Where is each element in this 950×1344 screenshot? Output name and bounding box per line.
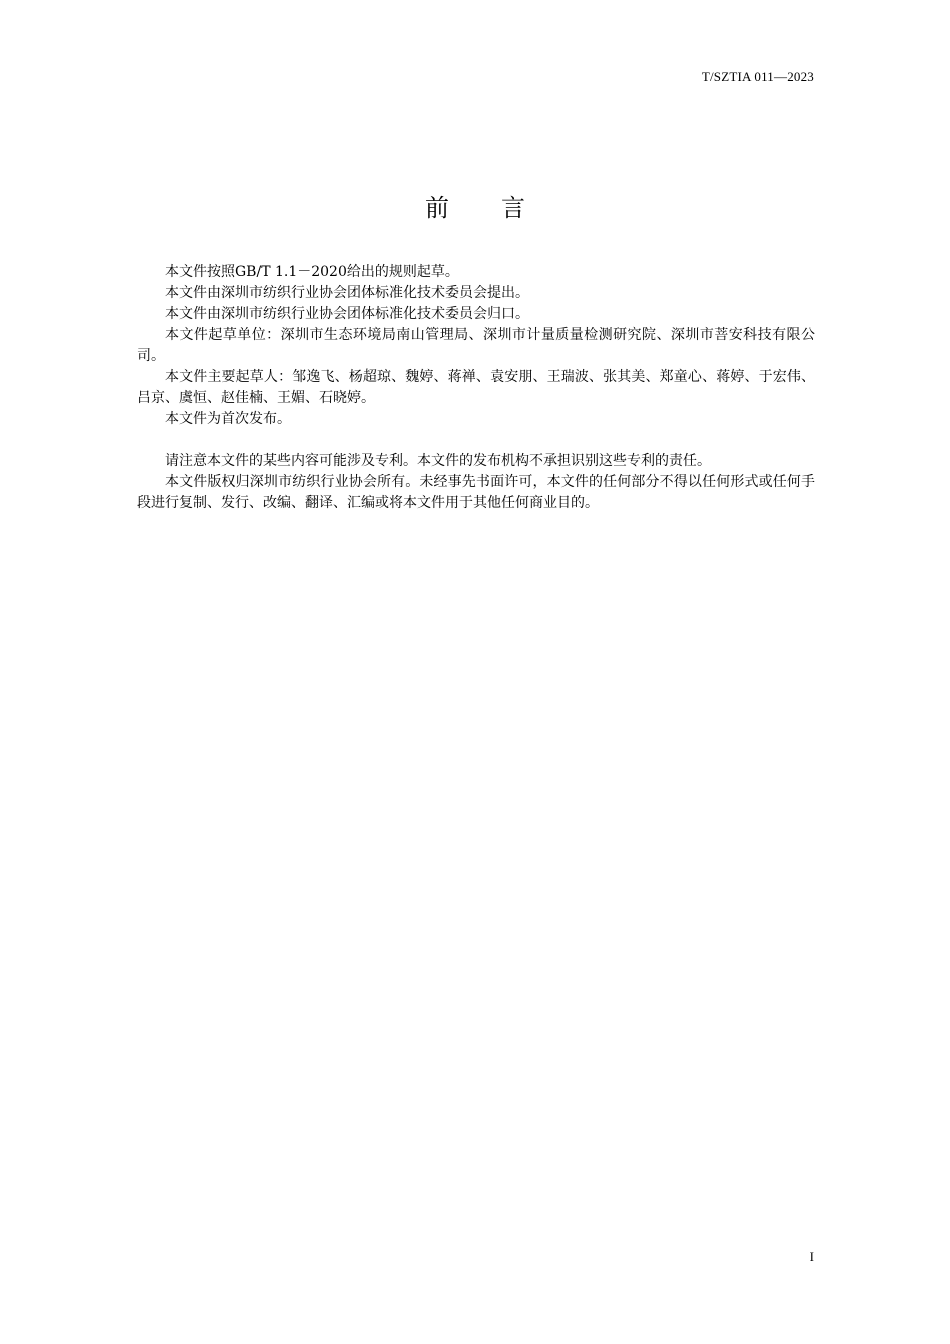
paragraph-spacer [137, 430, 815, 451]
paragraph-proposer: 本文件由深圳市纺织行业协会团体标准化技术委员会提出。 [165, 285, 529, 301]
paragraph-drafters: 本文件主要起草人：邹逸飞、杨超琼、魏婷、蒋禅、袁安朋、王瑞波、张其美、郑童心、蒋婷、于宏伟、吕京、虞恒、赵佳楠、王媚、石晓婷。 [137, 369, 815, 406]
foreword-body [137, 262, 815, 514]
paragraph-drafting-rules: 本文件按照GB/T 1.1－2020给出的规则起草。 [165, 264, 459, 280]
page-number: I [809, 1249, 814, 1264]
paragraph-administrator: 本文件由深圳市纺织行业协会团体标准化技术委员会归口。 [165, 306, 529, 322]
page-title: 前言 [425, 194, 577, 222]
paragraph-drafting-units: 本文件起草单位：深圳市生态环境局南山管理局、深圳市计量质量检测研究院、深圳市菩安科技有限公司。 [137, 327, 815, 364]
document-code: T/SZTIA 011—2023 [701, 69, 814, 84]
notice-patent: 请注意本文件的某些内容可能涉及专利。本文件的发布机构不承担识别这些专利的责任。 [165, 453, 711, 469]
paragraph-first-release: 本文件为首次发布。 [165, 411, 291, 427]
notice-copyright: 本文件版权归深圳市纺织行业协会所有。未经事先书面许可，本文件的任何部分不得以任何形式或任何手段进行复制、发行、改编、翻译、汇编或将本文件用于其他任何商业目的。 [137, 474, 815, 511]
